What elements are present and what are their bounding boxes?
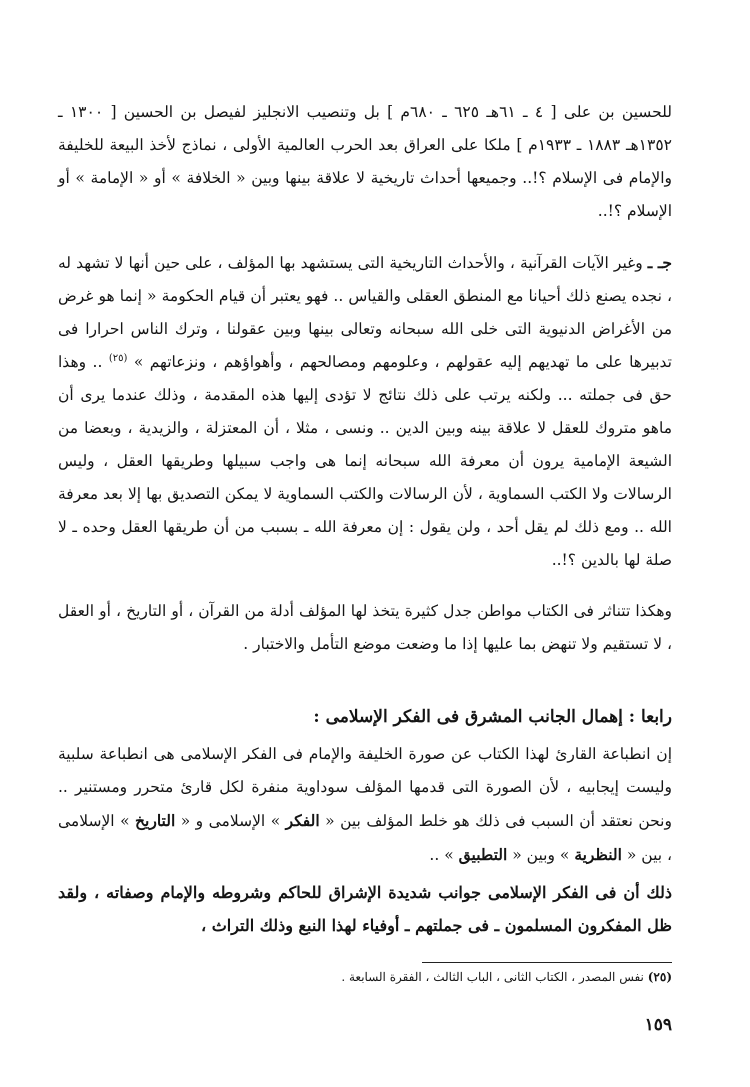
paragraph-3: وهكذا تتناثر فى الكتاب مواطن جدل كثيرة يتخذ لها المؤلف أدلة من القرآن ، أو التاريخ ، أو العقل ، لا تستقيم ولا تنهض بما عليها إذا ما وضعت موضع التأمل والاختبار . <box>58 602 672 653</box>
paragraph-4-text-5: » .. <box>429 846 454 864</box>
paragraph-4-text-4: » وبين « <box>512 846 570 864</box>
section-heading: رابعا : إهمال الجانب المشرق فى الفكر الإسلامى : <box>313 707 672 727</box>
footnote-text: نفس المصدر ، الكتاب الثانى ، الباب الثالث ، الفقرة السابعة . <box>341 970 644 984</box>
paragraph-2 <box>58 246 672 577</box>
paragraph-2-text-after-note: .. وهذا حق فى جملته ... ولكنه يرتب على ذلك نتائج لا تؤدى إليها هذه المقدمة ، وذلك عندما يرى أن ماهو متروك للعقل لا علاقة بينه وبين الدين .. ونسى ، مثلا ، أن المعتزلة ، والزيدية ، وبعضا من الشيعة الإمامية يرون أن معرفة الله سبحانه إنما هى واجب سبيلها وطريقها العقل ، وليس الرسالات ولا الكتب السماوية ، لأن الرسالات والكتب السماوية لا يمكن التصديق بها إلا بعد معرفة الله .. ومع ذلك لم يقل أحد ، ولن يقول : إن معرفة الله ـ بسبب من أن طريقها العقل وحده ـ لا صلة لها بالدين ؟!.. <box>58 353 672 569</box>
footnote-divider <box>422 962 672 963</box>
term-tatbiq: التطبيق <box>458 845 508 864</box>
term-tarikh: التاريخ <box>135 811 176 830</box>
paragraph-4-text-1: إن انطباعة القارئ لهذا الكتاب عن صورة الخليفة والإمام فى الفكر الإسلامى هى انطباعة سلبية وليست إيجابيه ، لأن الصورة التى قدمها المؤلف سوداوية منفرة لكل قارئ متحرر ومستنير .. ونحن نعتقد أن السبب فى ذلك هو خلط المؤلف بين « <box>58 745 672 830</box>
paragraph-4-text-3: » الإسلامى ، بين « <box>58 812 672 864</box>
footnote-number: (٢٥) <box>647 970 672 984</box>
term-fikr: الفكر <box>285 811 320 830</box>
term-nazariya: النظرية <box>574 845 622 864</box>
footnote-reference: (٢٥) <box>108 352 128 364</box>
paragraph-4-text-2: » الإسلامى و « <box>180 812 281 830</box>
paragraph-2-text-before-note: وغير الآيات القرآنية ، والأحداث التاريخية التى يستشهد بها المؤلف ، على حين أنها لا تشهد له ، نجده يصنع ذلك أحيانا مع المنطق العقلى والقياس .. فهو يعتبر أن قيام الحكومة « إنما هو غرض من الأغراض الدنيوية التى خلى الله سبحانه وتعالى بينها وبين عقولنا ، وترك الناس احرارا فى تدبيرها على ما تهديهم إليه عقولهم ، وعلومهم ومصالحهم ، وأهواؤهم ، ونزعاتهم » <box>58 254 672 371</box>
paragraph-2-label: جـ ـ <box>647 253 672 272</box>
paragraph-1: للحسين بن على [ ٤ ـ ٦١هـ ٦٢٥ ـ ٦٨٠م ] بل وتنصيب الانجليز لفيصل بن الحسين [ ١٣٠٠ ـ ١٣٥٢هـ ١٨٨٣ ـ ١٩٣٣م ] ملكا على العراق بعد الحرب العالمية الأولى ، نماذج لأخذ البيعة للخليفة والإمام فى الإسلام ؟!.. وجميعها أحداث تاريخية لا علاقة بينها وبين « الخلافة » أو « الإمامة » أو الإسلام ؟!.. <box>58 103 672 220</box>
paragraph-4 <box>58 738 672 872</box>
paragraph-5: ذلك أن فى الفكر الإسلامى جوانب شديدة الإشراق للحاكم وشروطه والإمام وصفاته ، ولقد ظل المفكرون المسلمون ـ فى جملتهم ـ أوفياء لهذا النبع وذلك التراث ، <box>58 883 672 935</box>
footnote <box>341 970 672 984</box>
page-number: ١٥٩ <box>644 1015 672 1035</box>
